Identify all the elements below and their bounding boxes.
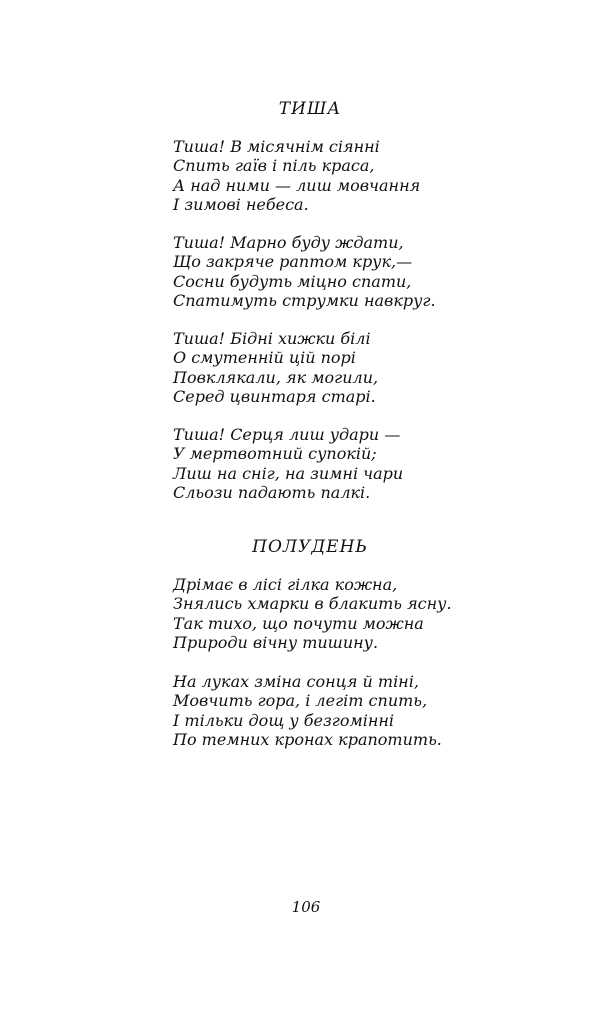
stanza bbox=[173, 575, 452, 652]
verse-line: Серед цвинтаря старі. bbox=[173, 386, 376, 406]
stanza bbox=[173, 137, 420, 214]
verse-line: По темних кронах крапотить. bbox=[173, 729, 442, 749]
poem-title: ПОЛУДЕНЬ bbox=[252, 537, 368, 557]
verse-line: Природи вічну тишину. bbox=[173, 632, 379, 652]
verse-line: І тільки дощ у безгомінні bbox=[173, 710, 395, 730]
page-number: 106 bbox=[291, 898, 321, 916]
verse-line: На луках зміна сонця й тіні, bbox=[173, 672, 419, 691]
poem-title: ТИША bbox=[278, 99, 342, 119]
verse-line: Сльози падають палкі. bbox=[173, 482, 371, 502]
verse-line: Так тихо, що почути можна bbox=[173, 613, 424, 633]
verse-line: Спить гаїв і піль краса, bbox=[173, 156, 375, 176]
stanza bbox=[173, 425, 403, 502]
verse-line: Тиша! Бідні хижки білі bbox=[173, 329, 371, 348]
stanza bbox=[173, 233, 436, 310]
verse-line: І зимові небеса. bbox=[173, 194, 309, 214]
verse-line: Тиша! Марно буду ждати, bbox=[173, 233, 404, 252]
verse-line: Повклякали, як могили, bbox=[173, 367, 379, 387]
verse-line: Мовчить гора, і легіт спить, bbox=[173, 691, 428, 711]
stanza bbox=[173, 329, 378, 406]
verse-line: У мертвотний супокій; bbox=[173, 444, 377, 464]
stanza bbox=[173, 672, 442, 749]
verse-line: А над ними — лиш мовчання bbox=[173, 175, 421, 195]
verse-line: Що закряче раптом крук,— bbox=[173, 252, 413, 272]
verse-line: Сосни будуть міцно спати, bbox=[173, 271, 412, 291]
verse-line: Спатимуть струмки навкруг. bbox=[173, 290, 436, 310]
verse-line: Лиш на сніг, на зимні чари bbox=[173, 463, 404, 483]
verse-line: Знялись хмарки в блакить ясну. bbox=[173, 594, 452, 614]
verse-line: О смутенній цій порі bbox=[173, 348, 356, 368]
verse-line: Тиша! Серця лиш удари — bbox=[173, 425, 401, 444]
verse-line: Дрімає в лісі гілка кожна, bbox=[173, 575, 398, 594]
verse-line: Тиша! В місячнім сіянні bbox=[173, 137, 380, 156]
